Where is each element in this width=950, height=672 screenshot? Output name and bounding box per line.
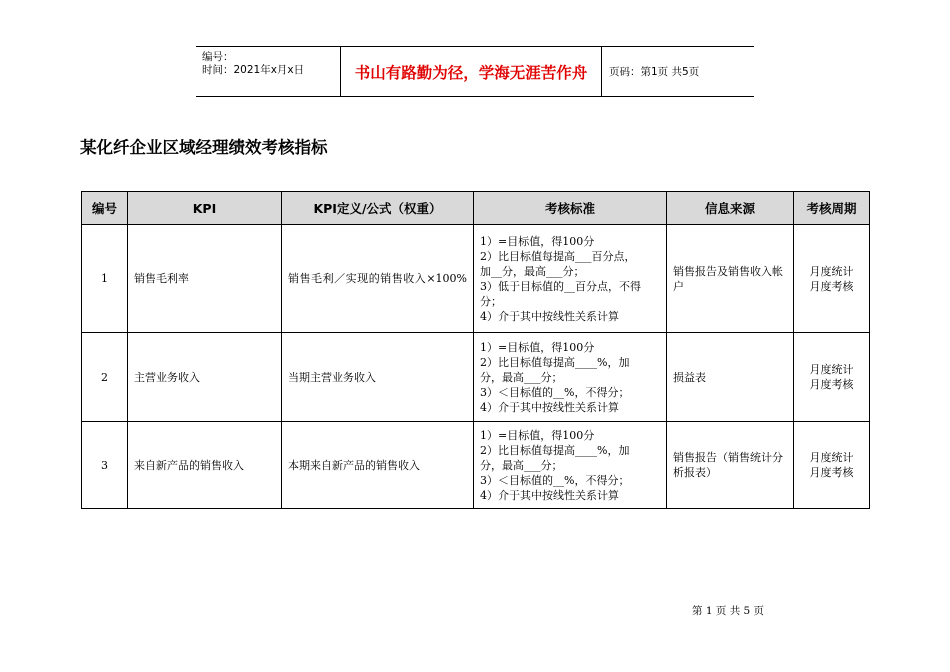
table-row — [82, 333, 870, 422]
period-line: 月度统计 — [809, 363, 854, 376]
criteria-line: 4）介于其中按线性关系计算 — [480, 309, 619, 323]
period-line: 月度考核 — [809, 466, 854, 479]
row-id: 2 — [82, 333, 128, 422]
column-header-source: 信息来源 — [667, 192, 794, 225]
criteria-line: 1）=目标值，得100分 — [480, 340, 595, 354]
table-row — [82, 422, 870, 509]
period-line: 月度统计 — [809, 264, 854, 278]
criteria-line: 1）=目标值，得100分 — [480, 234, 595, 248]
row-kpi: 来自新产品的销售收入 — [128, 422, 282, 509]
criteria-line: 4）介于其中按线性关系计算 — [480, 400, 619, 414]
kpi-table — [81, 191, 870, 509]
criteria-line: 分； — [480, 294, 502, 308]
header-motto: 书山有路勤为径，学海无涯苦作舟 — [340, 47, 602, 96]
column-header-kpi: KPI — [128, 192, 282, 225]
row-id: 1 — [82, 225, 128, 333]
period-line: 月度考核 — [809, 279, 854, 293]
serial-label: 编号： — [202, 51, 234, 63]
row-definition: 销售毛利／实现的销售收入×100% — [282, 225, 474, 333]
criteria-line: 2）比目标值每提高____%，加 — [480, 443, 630, 457]
table-row — [82, 225, 870, 333]
row-kpi: 销售毛利率 — [128, 225, 282, 333]
period-line: 月度统计 — [809, 451, 854, 464]
time-label: 时间：2021年x月x日 — [202, 64, 305, 76]
column-header-id: 编号 — [82, 192, 128, 225]
row-source: 销售报告（销售统计分析报表） — [667, 422, 794, 509]
row-period — [794, 225, 870, 333]
criteria-line: 分，最高___分； — [480, 458, 563, 472]
document-header — [196, 46, 754, 97]
table-header-row — [82, 192, 870, 225]
row-id: 3 — [82, 422, 128, 509]
criteria-line: 分，最高___分； — [480, 370, 563, 384]
column-header-period: 考核周期 — [794, 192, 870, 225]
criteria-line: 3）＜目标值的__%，不得分； — [480, 385, 630, 399]
row-criteria — [474, 333, 667, 422]
criteria-line: 3）＜目标值的__%，不得分； — [480, 473, 630, 487]
column-header-criteria: 考核标准 — [474, 192, 667, 225]
criteria-line: 加__分，最高___分； — [480, 264, 585, 278]
row-definition: 本期来自新产品的销售收入 — [282, 422, 474, 509]
criteria-line: 1）=目标值，得100分 — [480, 428, 595, 442]
criteria-line: 3）低于目标值的__百分点，不得 — [480, 279, 641, 293]
header-info — [196, 47, 340, 96]
row-kpi: 主营业务收入 — [128, 333, 282, 422]
row-period — [794, 422, 870, 509]
period-line: 月度考核 — [809, 378, 854, 391]
criteria-line: 4）介于其中按线性关系计算 — [480, 488, 619, 502]
row-source: 销售报告及销售收入帐户 — [667, 225, 794, 333]
column-header-definition: KPI定义/公式（权重） — [282, 192, 474, 225]
page-title: 某化纤企业区域经理绩效考核指标 — [80, 138, 328, 157]
row-definition: 当期主营业务收入 — [282, 333, 474, 422]
criteria-line: 2）比目标值每提高___百分点， — [480, 249, 636, 263]
row-criteria — [474, 225, 667, 333]
row-criteria — [474, 422, 667, 509]
row-source: 损益表 — [667, 333, 794, 422]
row-period — [794, 333, 870, 422]
header-page-code: 页码：第1页 共5页 — [609, 66, 700, 78]
criteria-line: 2）比目标值每提高____%，加 — [480, 355, 630, 369]
page-footer: 第 1 页 共 5 页 — [692, 605, 765, 617]
